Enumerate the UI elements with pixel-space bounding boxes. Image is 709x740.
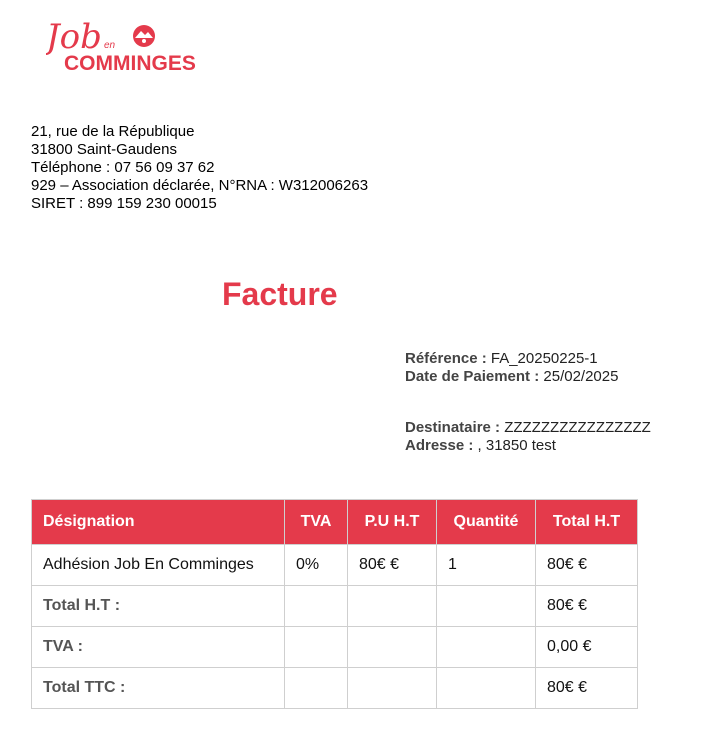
recipient-label: Destinataire : [405, 419, 501, 436]
recipient-address-label: Adresse : [405, 437, 474, 454]
col-tva: TVA [285, 500, 348, 545]
recipient-address-value: , 31850 test [473, 437, 556, 454]
col-unit-price: P.U H.T [348, 500, 437, 545]
payment-date-value: 25/02/2025 [539, 368, 619, 385]
payment-date-label: Date de Paiement : [405, 368, 540, 385]
recipient-value: ZZZZZZZZZZZZZZZZ [500, 419, 651, 436]
logo-word-comminges: COMMINGES [64, 52, 196, 75]
invoice-table [31, 499, 638, 709]
logo-word-en: en [104, 40, 116, 51]
tva-label: TVA : [32, 627, 285, 668]
item-quantity: 1 [437, 545, 536, 586]
address-siret: SIRET : 899 159 230 00015 [31, 195, 217, 212]
address-phone: Téléphone : 07 56 09 37 62 [31, 159, 215, 176]
address-street: 21, rue de la République [31, 123, 195, 140]
total-ttc-label: Total TTC : [32, 668, 285, 709]
mountain-icon [133, 25, 155, 47]
logo-word-job: Job [46, 17, 102, 57]
total-ht-value: 80€ € [536, 586, 638, 627]
total-ht-label: Total H.T : [32, 586, 285, 627]
reference-value: FA_20250225-1 [486, 350, 598, 367]
total-ht-row [32, 586, 638, 627]
reference-label: Référence : [405, 350, 487, 367]
tva-row [32, 627, 638, 668]
table-row [32, 545, 638, 586]
item-unit-price: 80€ € [348, 545, 437, 586]
col-total-ht: Total H.T [536, 500, 638, 545]
invoice-reference-block [405, 350, 618, 386]
job-en-comminges-logo [46, 14, 216, 76]
col-designation: Désignation [32, 500, 285, 545]
address-city: 31800 Saint-Gaudens [31, 141, 177, 158]
address-rna: 929 – Association déclarée, N°RNA : W312006263 [31, 177, 369, 194]
item-designation: Adhésion Job En Comminges [32, 545, 285, 586]
col-quantity: Quantité [437, 500, 536, 545]
total-ttc-row [32, 668, 638, 709]
recipient-block [405, 419, 651, 455]
item-total: 80€ € [536, 545, 638, 586]
total-ttc-value: 80€ € [536, 668, 638, 709]
table-header-row [32, 500, 638, 545]
item-tva: 0% [285, 545, 348, 586]
tva-value: 0,00 € [536, 627, 638, 668]
company-address [31, 123, 368, 213]
invoice-title: Facture [222, 276, 338, 312]
